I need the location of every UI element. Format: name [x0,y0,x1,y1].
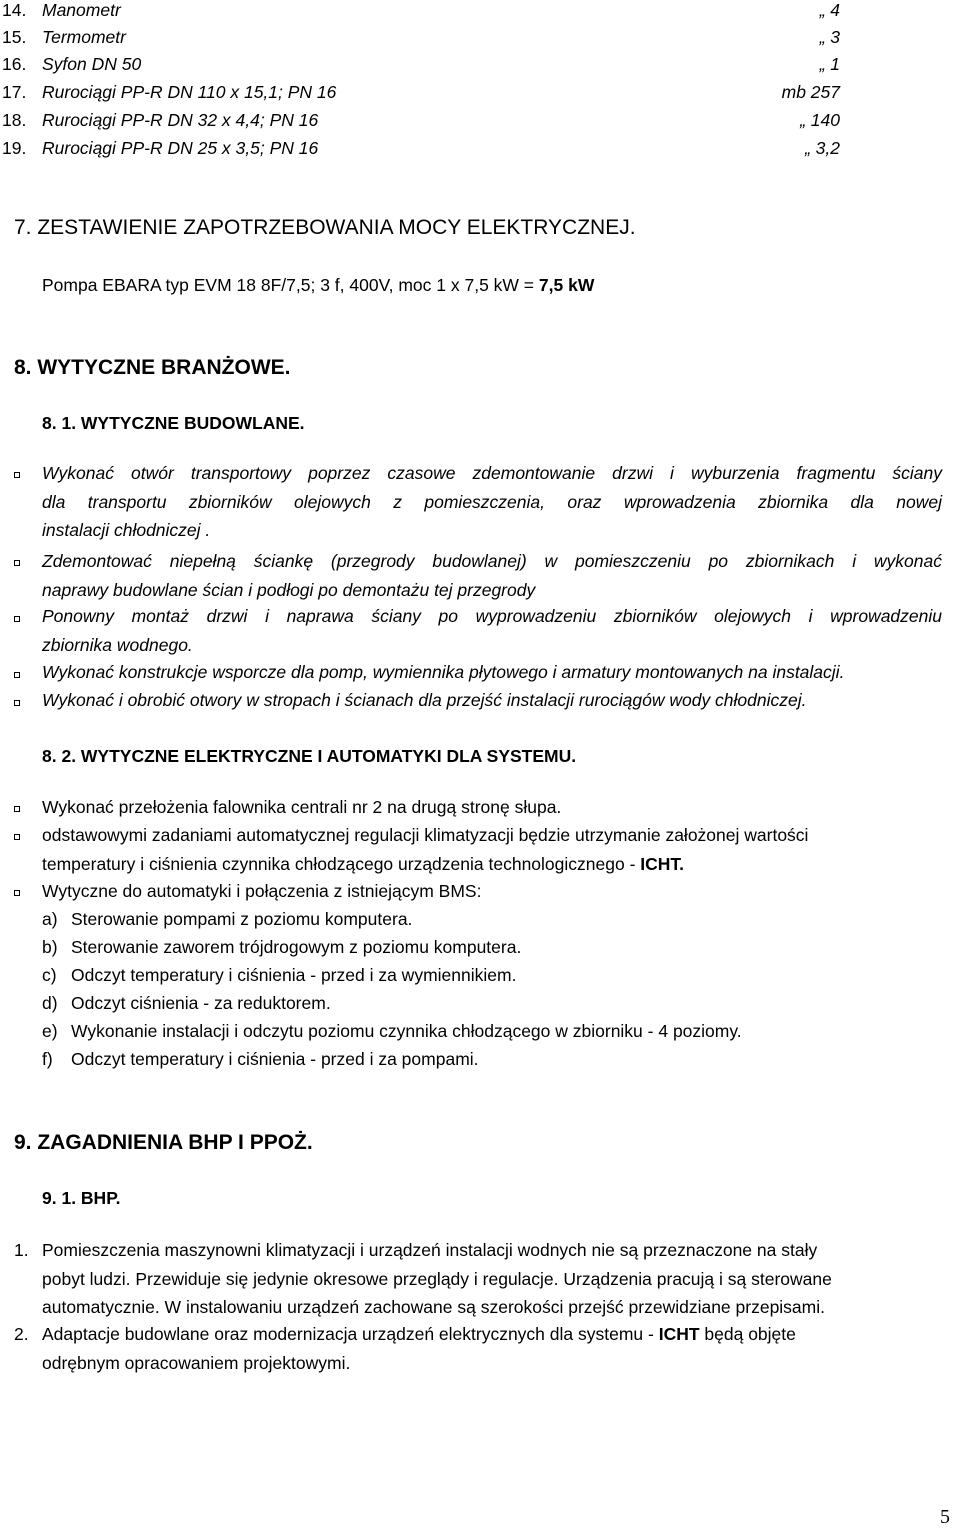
section-7-heading: 7. ZESTAWIENIE ZAPOTRZEBOWANIA MOCY ELEKTRYCZNEJ. [14,216,636,239]
bullet-line: odstawowymi zadaniami automatycznej regulacji klimatyzacji będzie utrzymanie założonej wartości [42,825,809,845]
item-text: Sterowanie zaworem trójdrogowym z poziomu komputera. [71,937,522,957]
item-name: Rurociągi PP-R DN 32 x 4,4; PN 16 [42,110,319,130]
icht-label: ICHT. [640,853,685,874]
paragraph-line: Pomieszczenia maszynowni klimatyzacji i urządzeń instalacji wodnych nie są przeznaczone na stały [42,1240,818,1260]
item-letter: d) [42,993,58,1013]
pump-power-text: Pompa EBARA typ EVM 18 8F/7,5; 3 f, 400V, moc 1 x 7,5 kW = [42,275,539,295]
section-9-heading: 9. ZAGADNIENIA BHP I PPOŻ. [14,1131,313,1154]
section-8-heading: 8. WYTYCZNE BRANŻOWE. [14,356,291,379]
item-name: Termometr [42,27,126,47]
item-letter: f) [42,1049,53,1069]
section-9-1-heading: 9. 1. BHP. [42,1188,121,1208]
item-text: Odczyt ciśnienia - za reduktorem. [71,993,331,1013]
item-text: Wykonanie instalacji i odczytu poziomu czynnika chłodzącego w zbiorniku - 4 poziomy. [71,1021,742,1041]
square-bullet-icon [14,806,20,812]
item-name: Rurociągi PP-R DN 25 x 3,5; PN 16 [42,138,319,158]
item-letter: a) [42,909,58,929]
pump-power-total: 7,5 kW [538,275,595,295]
item-text: Odczyt temperatury i ciśnienia - przed i za pompami. [71,1049,479,1069]
bullet-line: Wykonać otwór transportowy poprzez czasowe zdemontowanie drzwi i wyburzenia fragmentu ściany [42,463,942,483]
square-bullet-icon [14,472,20,478]
item-number: 18. [2,110,27,130]
item-quantity: „ 1 [819,54,840,74]
item-text: Odczyt temperatury i ciśnienia - przed i za wymiennikiem. [71,965,517,985]
pump-power-line [42,275,594,296]
item-number: 2. [14,1324,29,1344]
item-letter: c) [42,965,57,985]
bullet-line: Wytyczne do automatyki i połączenia z istniejącym BMS: [42,881,482,901]
bullet-line: Wykonać konstrukcje wsporcze dla pomp, wymiennika płytowego i armatury montowanych na instalacji. [42,662,845,682]
bullet-line: zbiornika wodnego. [42,634,193,655]
bullet-line: Zdemontować niepełną ściankę (przegrody budowlanej) w pomieszczeniu po zbiornikach i wykonać [42,551,942,571]
page-number: 5 [940,1506,950,1528]
bullet-line: dla transportu zbiorników olejowych z pomieszczenia, oraz wprowadzenia zbiornika dla nowej [42,491,942,512]
bullet-line: Ponowny montaż drzwi i naprawa ściany po wyprowadzeniu zbiorników olejowych i wprowadzeniu [42,606,942,626]
bullet-text: temperatury i ciśnienia czynnika chłodzącego urządzenia technologicznego - [42,853,641,874]
square-bullet-icon [14,834,20,840]
item-quantity: mb 257 [781,82,840,102]
item-number: 15. [2,27,27,47]
list-item [42,909,413,930]
item-name: Rurociągi PP-R DN 110 x 15,1; PN 16 [42,82,337,102]
item-quantity: „ 140 [800,110,840,130]
item-quantity: „ 3,2 [804,138,840,158]
item-number: 1. [14,1240,29,1260]
square-bullet-icon [14,700,20,706]
icht-label: ICHT [658,1324,700,1344]
item-letter: b) [42,937,58,957]
bullet-line [42,854,942,883]
item-quantity: „ 3 [819,27,840,47]
bullet-line: Wykonać i obrobić otwory w stropach i ścianach dla przejść instalacji rurociągów wody chłodniczej. [42,690,807,710]
section-8-2-heading: 8. 2. WYTYCZNE ELEKTRYCZNE I AUTOMATYKI DLA SYSTEMU. [42,746,577,766]
bullet-line: Wykonać przełożenia falownika centrali nr 2 na drugą stronę słupa. [42,797,562,817]
item-number: 17. [2,82,27,102]
paragraph-text: Adaptacje budowlane oraz modernizacja urządzeń elektrycznych dla systemu - [42,1324,659,1344]
bullet-line: instalacji chłodniczej . [42,520,211,541]
paragraph-text: będą objęte [699,1324,796,1344]
paragraph-line: pobyt ludzi. Przewiduje się jedynie okresowe przeglądy i regulacje. Urządzenia pracują i są sterowane [42,1268,832,1289]
square-bullet-icon [14,672,20,678]
list-item [42,937,522,958]
bullet-line: naprawy budowlane ścian i podłogi po demontażu tej przegrody [42,579,536,600]
list-item [42,1049,479,1070]
list-item [42,1021,742,1042]
square-bullet-icon [14,560,20,566]
paragraph-line: automatycznie. W instalowaniu urządzeń zachowane są szerokości przejść przewidziane przepisami. [42,1297,825,1318]
item-number: 14. [2,0,27,20]
item-name: Syfon DN 50 [42,54,142,74]
square-bullet-icon [14,890,20,896]
square-bullet-icon [14,616,20,622]
item-name: Manometr [42,0,121,20]
paragraph-line: odrębnym opracowaniem projektowymi. [42,1352,351,1373]
section-8-1-heading: 8. 1. WYTYCZNE BUDOWLANE. [42,413,305,433]
list-item [42,993,331,1014]
item-number: 19. [2,138,27,158]
item-letter: e) [42,1021,58,1041]
item-text: Sterowanie pompami z poziomu komputera. [71,909,413,929]
item-number: 16. [2,54,27,74]
item-quantity: „ 4 [819,0,840,20]
paragraph-line [42,1324,942,1353]
list-item [42,965,517,986]
